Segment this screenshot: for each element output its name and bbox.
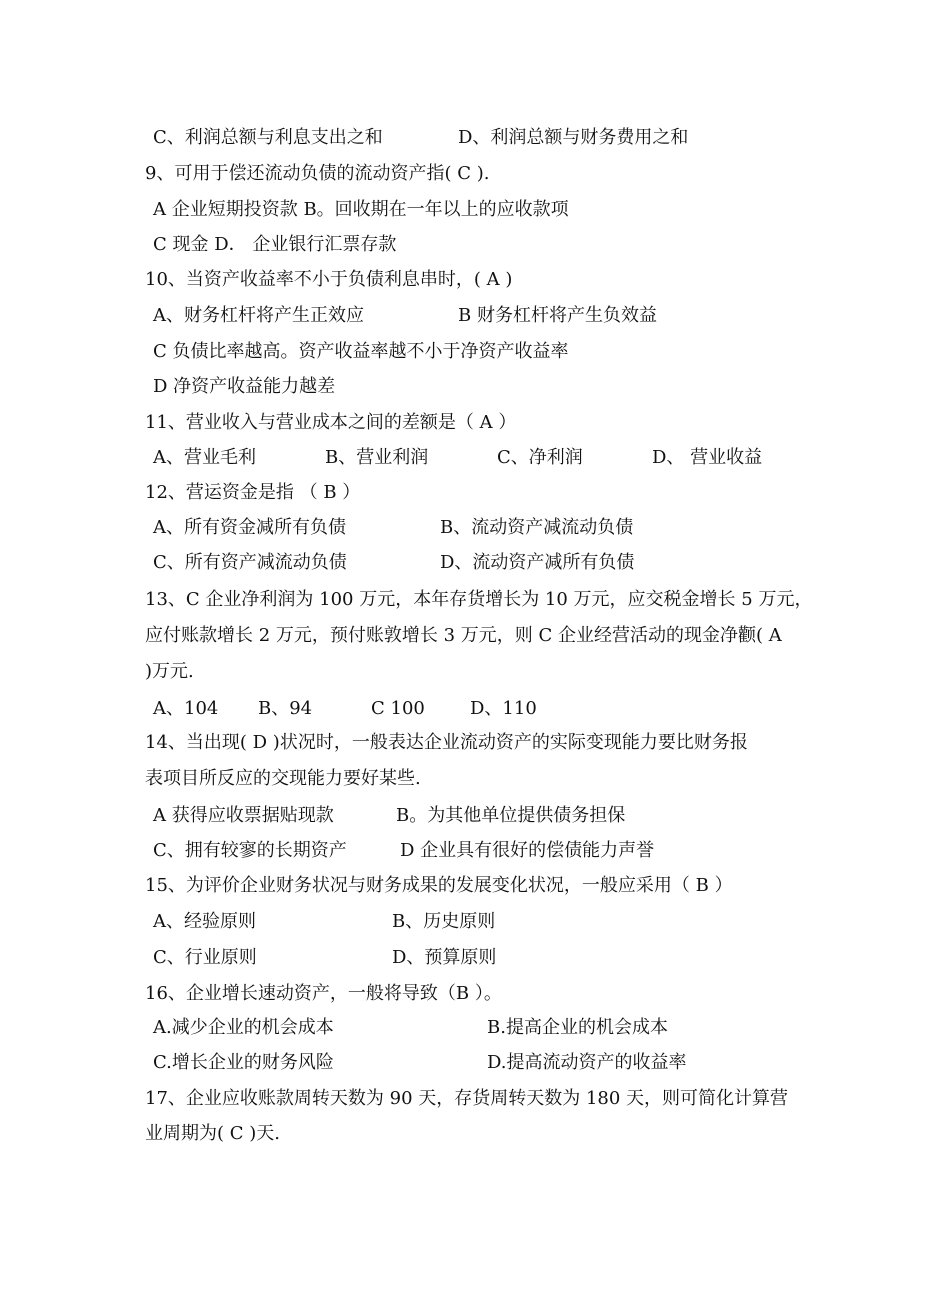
question-16-option-d: D.提高流动资产的收益率	[487, 1052, 687, 1073]
question-16-option-c: C.增长企业的财务风险	[153, 1052, 334, 1073]
question-15-option-a: A、经验原则	[153, 911, 256, 932]
question-9-options-ab: A 企业短期投资款 B。回收期在一年以上的应收款项	[153, 199, 569, 220]
question-9: 9、可用于偿还流动负债的流动资产指( C ).	[145, 163, 490, 184]
question-13-line-3: )万元.	[145, 661, 194, 682]
question-17-line-2: 业周期为( C )天.	[145, 1123, 280, 1144]
question-14-line-1: 14、当出现( D )状况时，一般表达企业流动资产的实际变现能力要比财务报	[145, 732, 748, 753]
question-10-option-a: A、财务杠杆将产生正效应	[153, 305, 364, 326]
question-13-option-a: A、104	[153, 698, 219, 719]
question-14-line-2: 表项目所反应的交现能力要好某些.	[145, 768, 421, 789]
question-11-option-d: D、 营业收益	[652, 447, 763, 468]
question-12-option-a: A、所有资金减所有负债	[153, 517, 346, 538]
question-16: 16、企业增长速动资产，一般将导致（B ）。	[145, 983, 502, 1004]
question-10-option-b: B 财务杠杆将产生负效益	[458, 305, 657, 326]
question-17-line-1: 17、企业应收账款周转天数为 90 天，存货周转天数为 180 天，则可简化计算营	[145, 1088, 789, 1109]
question-11-option-b: B、营业利润	[325, 447, 429, 468]
question-12-option-b: B、流动资产减流动负债	[440, 517, 634, 538]
question-10-option-d: D 净资产收益能力越差	[153, 376, 336, 397]
question-14-option-b: B。为其他单位提供债务担保	[396, 805, 626, 826]
question-13-option-c: C 100	[371, 698, 425, 719]
question-16-option-a: A.减少企业的机会成本	[153, 1017, 334, 1038]
question-10: 10、当资产收益率不小于负债利息串时，( A )	[145, 269, 513, 290]
question-14-option-a: A 获得应收票据贴现款	[153, 805, 334, 826]
question-11-option-a: A、营业毛利	[153, 447, 256, 468]
question-15-option-d: D、预算原则	[392, 947, 497, 968]
question-13-option-d: D、110	[470, 698, 537, 719]
question-13-option-b: B、94	[258, 698, 313, 719]
option-c-prev: C、利润总额与利息支出之和	[153, 127, 383, 148]
question-13-line-1: 13、C 企业净利润为 100 万元，本年存货增长为 10 万元，应交税金增长 5 万元，	[145, 589, 813, 610]
question-13-line-2: 应付账款增长 2 万元，预付账敦增长 3 万元，则 C 企业经营活动的现金净颧( A	[145, 625, 782, 646]
question-15: 15、为评价企业财务状况与财务成果的发展变化状况，一般应采用（ B ）	[145, 875, 733, 896]
question-15-option-b: B、历史原则	[392, 911, 496, 932]
question-11-option-c: C、净利润	[497, 447, 583, 468]
question-10-option-c: C 负债比率越高。资产收益率越不小于净资产收益率	[153, 341, 569, 362]
question-11: 11、营业收入与营业成本之间的差额是（ A ）	[145, 412, 517, 433]
question-16-option-b: B.提高企业的机会成本	[487, 1017, 668, 1038]
question-12-option-c: C、所有资产减流动负债	[153, 552, 347, 573]
question-15-option-c: C、行业原则	[153, 947, 257, 968]
question-12: 12、营运资金是指 （ B ）	[145, 482, 361, 503]
option-d-prev: D、利润总额与财务费用之和	[458, 127, 689, 148]
question-12-option-d: D、流动资产减所有负债	[440, 552, 635, 573]
question-14-option-d: D 企业具有很好的偿债能力声誉	[400, 840, 655, 861]
question-9-options-cd: C 现金 D． 企业银行汇票存款	[153, 234, 397, 255]
question-14-option-c: C、拥有较寥的长期资产	[153, 840, 347, 861]
